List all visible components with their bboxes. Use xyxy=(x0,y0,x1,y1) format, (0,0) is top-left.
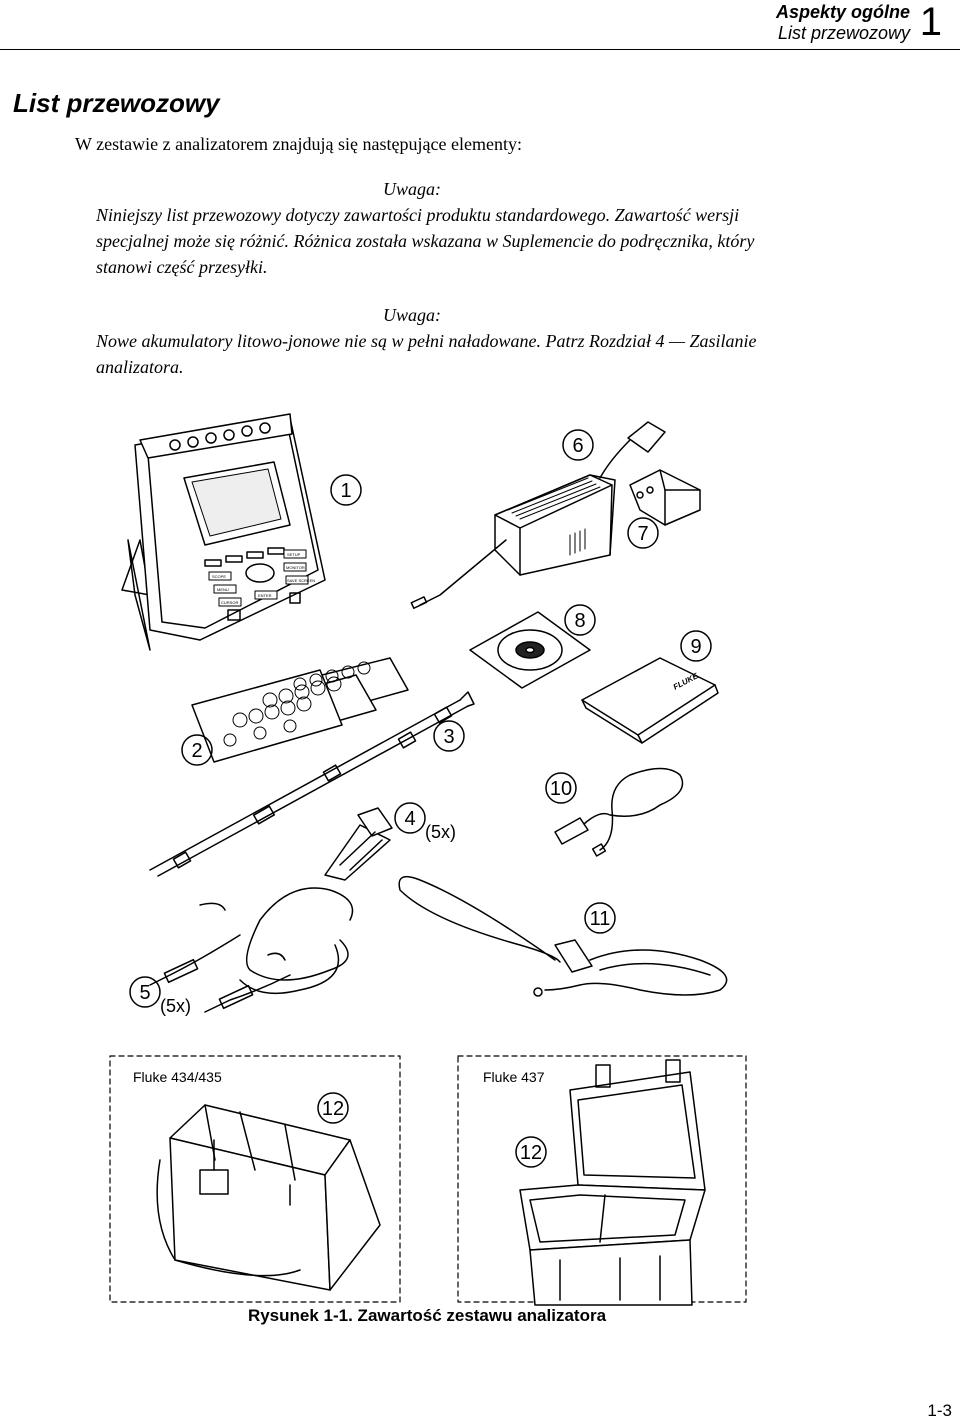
running-header xyxy=(776,2,910,44)
page-title: List przewozowy xyxy=(13,88,220,118)
manual-booklet-illustration xyxy=(582,658,718,743)
svg-text:12: 12 xyxy=(519,1142,543,1164)
item-badge-3 xyxy=(434,721,464,751)
item-badge-12-soft-bag xyxy=(318,1093,348,1123)
page-number: 1-3 xyxy=(927,1401,952,1420)
svg-text:2: 2 xyxy=(191,740,203,762)
item-badge-7 xyxy=(628,518,658,548)
svg-text:9: 9 xyxy=(690,636,702,658)
intro-text: W zestawie z analizatorem znajdują się następujące elementy: xyxy=(75,134,522,154)
item-badge-5 xyxy=(130,977,191,1016)
item-badge-11 xyxy=(585,903,615,933)
note-battery xyxy=(96,302,796,380)
svg-text:1: 1 xyxy=(340,480,352,502)
svg-text:7: 7 xyxy=(637,523,649,545)
analyzer-device-illustration xyxy=(122,414,325,650)
button-cursor: CURSOR xyxy=(221,600,239,605)
svg-text:8: 8 xyxy=(574,610,586,632)
svg-text:10: 10 xyxy=(549,778,573,800)
test-leads-illustration xyxy=(150,888,353,1012)
note-text: Niniejszy list przewozowy dotyczy zawartości produktu standardowego. Zawartość wersji specjalnej może się różnić. Różnica została wskazana w Suplemencie do podręcznika, który stanowi część przesyłki. xyxy=(96,205,755,277)
note-label: Uwaga: xyxy=(383,179,441,199)
item-badge-12-hard-case xyxy=(516,1137,546,1167)
svg-text:6: 6 xyxy=(572,435,584,457)
svg-text:5: 5 xyxy=(139,982,151,1004)
cd-illustration xyxy=(470,612,590,688)
item-badge-1 xyxy=(331,475,361,505)
header-section-title: List przewozowy xyxy=(777,23,910,43)
figure-drawing xyxy=(0,400,960,1340)
fluke-logo: FLUKE xyxy=(671,671,700,692)
soft-carry-bag-illustration xyxy=(157,1105,380,1290)
figure-caption: Rysunek 1-1. Zawartość zestawu analizatora xyxy=(247,1306,607,1325)
current-clamp-illustration xyxy=(399,877,727,996)
svg-text:4: 4 xyxy=(404,808,416,830)
test-clip-illustration xyxy=(325,808,392,880)
button-menu: MENU xyxy=(217,587,229,592)
button-scope: SCOPE xyxy=(212,574,227,579)
box-label-437: Fluke 437 xyxy=(483,1069,545,1085)
svg-text:11: 11 xyxy=(589,908,611,930)
box-label-434-435: Fluke 434/435 xyxy=(133,1069,222,1085)
quantity-label: (5x) xyxy=(425,822,456,842)
quantity-label: (5x) xyxy=(160,996,191,1016)
plug-adapter-illustration xyxy=(630,470,700,525)
button-enter: ENTER xyxy=(258,593,272,598)
svg-text:12: 12 xyxy=(321,1098,345,1120)
button-setup: SETUP xyxy=(287,552,301,557)
item-badge-8 xyxy=(565,605,595,635)
header-divider xyxy=(0,49,960,50)
note-label: Uwaga: xyxy=(383,305,441,325)
button-save-screen: SAVE SCREEN xyxy=(287,578,316,583)
svg-text:3: 3 xyxy=(443,726,455,748)
hard-carry-case-illustration xyxy=(520,1060,705,1305)
note-text: Nowe akumulatory litowo-jonowe nie są w pełni naładowane. Patrz Rozdział 4 — Zasilanie analizatora. xyxy=(96,331,757,377)
item-badge-10 xyxy=(546,773,576,803)
item-badge-2 xyxy=(182,735,212,765)
header-chapter-title: Aspekty ogólne xyxy=(775,2,910,22)
power-adapter-illustration xyxy=(411,422,665,608)
chapter-number: 1 xyxy=(919,0,942,44)
item-badge-4 xyxy=(395,803,456,842)
item-badge-9 xyxy=(681,631,711,661)
item-badge-6 xyxy=(563,430,593,460)
note-standard-content xyxy=(96,176,796,280)
contents-figure xyxy=(0,400,960,1340)
button-monitor: MONITOR xyxy=(286,565,305,570)
